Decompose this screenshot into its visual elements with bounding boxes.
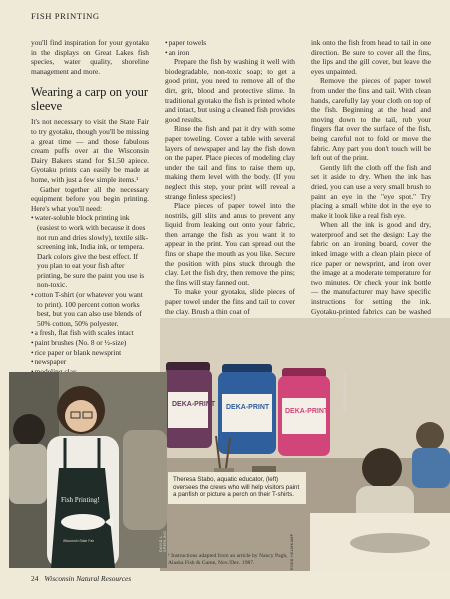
- list-item: • water-soluble block printing ink (easiest to work with because it does not run and dries slowly), textile silk-screening ink, India ink, or tempera. Dark colors give the best effect. If you plan to eat your fish after printing, be sure the paint you use is non-toxic.: [31, 213, 149, 290]
- paragraph: Prepare the fish by washing it well with biodegradable, non-toxic soap; to get a good print, you need to remove all of the dirt, grit, blood and protective slime. In traditional gyotaku the fish is printed whole and intact, but using a cleaned fish provides good results.: [165, 57, 295, 124]
- supply-list: [31, 213, 149, 386]
- paragraph: Gather together all the necessary equipment before you begin printing. Here's what you'll need:: [31, 184, 149, 213]
- apron-title: Fish Printing!: [61, 496, 100, 504]
- apron-subtitle: Wisconsin State Fair: [63, 539, 95, 543]
- educator-illustration: [9, 372, 167, 568]
- paragraph: Gently lift the cloth off the fish and set it aside to dry. When the ink has dried, you can use a very small brush to paint an eye in the "eye spot." Try placing a small white dot in the eye to make it look like a real fish eye.: [311, 162, 431, 220]
- paragraph: Rinse the fish and pat it dry with some paper toweling. Cover a table with several layers of newspaper and lay the fish down on the paper. Place pieces of modeling clay under the tail and fins to raise them up, making them level with the body. (If you neglect this step, your print will reveal a strange finless species!): [165, 124, 295, 201]
- footnote: ¹ Instructions adapted from an article by Nancy Pagh, Alaska Fish & Game, Nov./Dec. 1987.: [168, 553, 288, 566]
- list-item: • cotton T-shirt (or whatever you want to print). 100 percent cotton works best, but you can also use blends of 50% cotton, 50% polyester.: [31, 290, 149, 328]
- photo-credit: ROBB HELMKAMP: [290, 533, 294, 570]
- paragraph: Place pieces of paper towel into the nostrils, gill slits and anus to prevent any liquid from leaking out onto your fabric, then arrange the fish as you want it to appear in the print. You can spread out the fins or shape the mouth as you like. Secure the position with pins stuck through the clay. Let the fish dry, then remove the pins; the fins will stay fanned out.: [165, 201, 295, 287]
- intro-paragraph: you'll find inspiration for your gyotaku in the displays on Great Lakes fish species, water quality, shoreline management and more.: [31, 38, 149, 76]
- pink-ink-jar: [278, 368, 330, 456]
- column-1: [31, 38, 149, 386]
- photo-credit: DAVID L. SPERLING: [159, 530, 167, 552]
- page-footer: [31, 574, 131, 583]
- supply-list-continued: [165, 38, 295, 57]
- jar-brand-label: DEKA-PRINT: [285, 408, 329, 415]
- workshop-illustration: [160, 318, 450, 571]
- list-item: • an iron: [165, 48, 295, 58]
- jar-brand-label: DEKA-PRINT: [172, 401, 216, 408]
- column-2: [165, 38, 295, 316]
- blue-ink-jar: [218, 364, 276, 454]
- paragraph: When all the ink is good and dry, waterproof and set the design: Lay the fabric on an ironing board, cover the inked image with a clean plain piece of rice paper or newsprint, and iron over the image at a moderate temperature for two minutes. Or check your ink bottle — the manufacturer may have specific instructions for setting the ink. Gyotaku-printed fabrics can be washed: [311, 220, 431, 316]
- list-item: • paint brushes (No. 8 or ½-size): [31, 338, 149, 348]
- subheading: Wearing a carp on your sleeve: [31, 85, 148, 114]
- paragraph: To make your gyotaku, slide pieces of paper towel under the fins and tail to cover the clay. Brush a thin coat of: [165, 287, 295, 316]
- list-item: • rice paper or blank newsprint: [31, 348, 149, 358]
- page-number: 24: [31, 574, 39, 583]
- photo-credit: ROBB HELMKAMP: [343, 373, 347, 410]
- photo-educator: [9, 372, 167, 568]
- photo-caption: Theresa Stabo, aquatic educator, (left) oversees the crews who will help visitors paint a panfish or picture a perch on their T-shirts.: [168, 472, 306, 504]
- list-item: • a fresh, flat fish with scales intact: [31, 328, 149, 338]
- photo-ink-jars: [160, 318, 450, 571]
- paragraph: Remove the pieces of paper towel from under the fins and tail. With clean hands, carefully lay your cloth on top of the fish. Beginning at the head and moving down to the tail, rub your fingers flat over the surface of the fish, being careful not to fold or move the fabric. Any part you don't touch will be left out of the print.: [311, 76, 431, 163]
- section-header: FISH PRINTING: [31, 11, 100, 21]
- purple-ink-jar: [164, 362, 216, 448]
- jar-brand-label: DEKA-PRINT: [226, 404, 270, 411]
- list-item: • newspaper: [31, 357, 149, 367]
- list-item: • paper towels: [165, 38, 295, 48]
- publication-name: Wisconsin Natural Resources: [44, 574, 132, 583]
- paragraph: It's not necessary to visit the State Fair to try gyotaku, though you'll be missing a great time — and those fabulous cream puffs over at the Wisconsin Dairy Bakers stand for $1.50 apiece. Gyotaku prints can easily be made at home, with just a few simple items.¹: [31, 117, 149, 184]
- paragraph: ink onto the fish from head to tail in one direction. Be sure to cover all the fins, the lips and the gill cover, but leave the eyes unpainted.: [311, 38, 431, 76]
